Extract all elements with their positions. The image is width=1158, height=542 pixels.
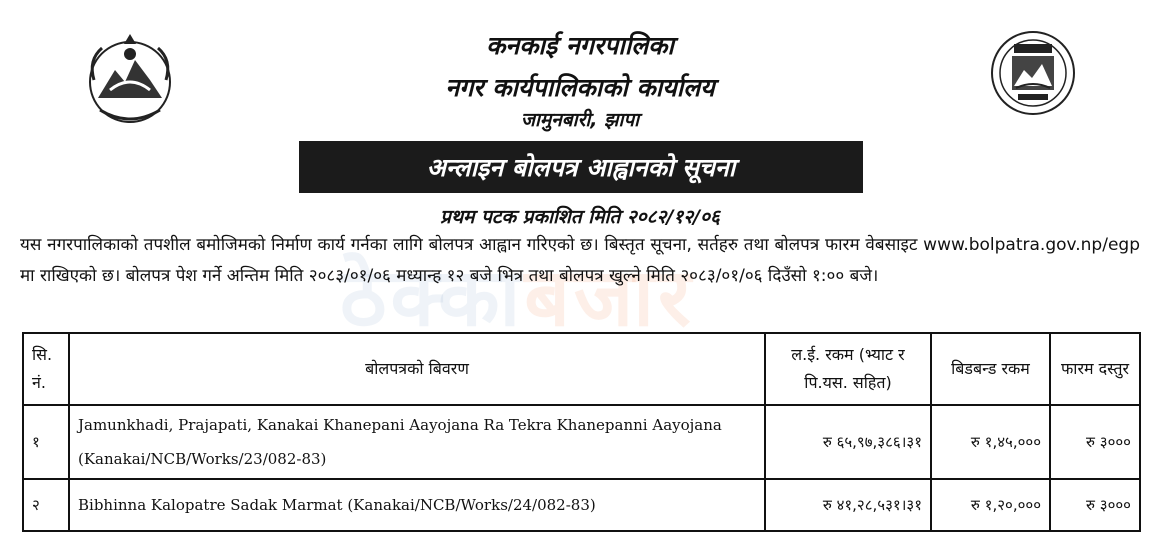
watermark-part-1: ठेक्का bbox=[340, 251, 525, 344]
row-bid-bond: रु १,४५,००० bbox=[931, 405, 1050, 479]
row-form-fee: रु ३००० bbox=[1050, 405, 1140, 479]
table-row bbox=[23, 479, 1140, 531]
municipality-name: कनकाई नगरपालिका bbox=[486, 31, 674, 60]
row-estimate: रु ४१,२८,५३१।३१ bbox=[765, 479, 931, 531]
row-bid-bond: रु १,२०,००० bbox=[931, 479, 1050, 531]
office-address: जामुनबारी, झापा bbox=[520, 109, 640, 131]
row-sn: १ bbox=[23, 405, 69, 479]
publish-date: प्रथम पटक प्रकाशित मिति २०८२/१२/०६ bbox=[440, 206, 720, 228]
row-form-fee: रु ३००० bbox=[1050, 479, 1140, 531]
header-sn: सि. नं. bbox=[23, 333, 69, 405]
row-sn: २ bbox=[23, 479, 69, 531]
row-description: Bibhinna Kalopatre Sadak Marmat (Kanakai/NCB/Works/24/082-83) bbox=[69, 479, 765, 531]
header-form-fee: फारम दस्तुर bbox=[1050, 333, 1140, 405]
row-estimate: रु ६५,९७,३८६।३१ bbox=[765, 405, 931, 479]
watermark-part-2: बजार bbox=[524, 251, 695, 344]
row-description: Jamunkhadi, Prajapati, Kanakai Khanepani Aayojana Ra Tekra Khanepanni Aayojana (Kanakai/NCB/Works/23/082-83) bbox=[69, 405, 765, 479]
table-row bbox=[23, 405, 1140, 479]
table-header-row bbox=[23, 333, 1140, 405]
header-description: बोलपत्रको बिवरण bbox=[69, 333, 765, 405]
tender-table bbox=[22, 332, 1141, 532]
office-name: नगर कार्यपालिकाको कार्यालय bbox=[445, 73, 715, 102]
municipality-seal-icon bbox=[990, 30, 1076, 116]
header-estimate: ल.ई. रकम (भ्याट र पि.यस. सहित) bbox=[765, 333, 931, 405]
header-bid-bond: बिडबन्ड रकम bbox=[931, 333, 1050, 405]
government-emblem-icon bbox=[80, 30, 180, 130]
notice-paragraph: यस नगरपालिकाको तपशील बमोजिमको निर्माण कार्य गर्नका लागि बोलपत्र आह्वान गरिएको छ। बिस्तृत सूचना, सर्तहरु तथा बोलपत्र फारम वेबसाइट www.bolpatra.gov.np/egp मा राखिएको छ। बोलपत्र पेश गर्ने अन्तिम मिति २०८३/०१/०६ मध्यान्ह १२ बजे भित्र तथा बोलपत्र खुल्ने मिति २०८३/०१/०६ दिउँसो १:०० बजे। bbox=[20, 235, 1140, 286]
notice-title: अन्लाइन बोलपत्र आह्वानको सूचना bbox=[299, 141, 863, 193]
